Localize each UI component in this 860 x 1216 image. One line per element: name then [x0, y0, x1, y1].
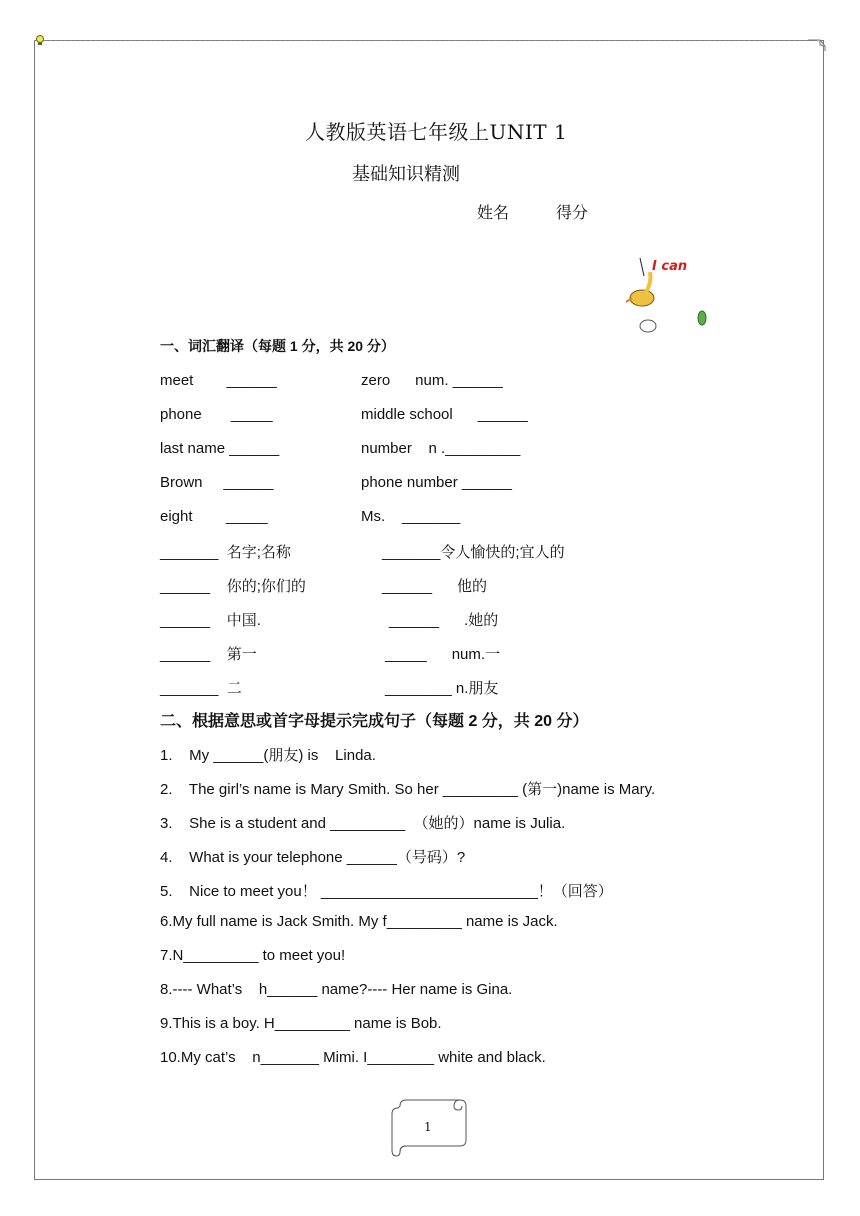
vocab-left-1: meet ______ [160, 372, 277, 389]
vocab-right-8: ______ .她的 [389, 612, 499, 629]
score-label: 得分 [556, 205, 589, 222]
vocab-right-10: ________ n.朋友 [385, 680, 499, 697]
question-3: 3. She is a student and _________ （她的）name is Julia. [160, 815, 566, 832]
vocab-right-9: _____ num.一 [385, 646, 501, 663]
svg-text:I can: I can [652, 259, 688, 274]
vocab-right-2: middle school ______ [361, 406, 528, 423]
section2-heading: 二、根据意思或首字母提示完成句子（每题 2 分，共 20 分） [160, 713, 589, 730]
i-can-cartoon-logo [620, 252, 720, 342]
question-6: 6.My full name is Jack Smith. My f_________ name is Jack. [160, 913, 558, 930]
pin-icon [34, 34, 46, 46]
top-dashed-rule [34, 40, 816, 41]
vocab-left-4: Brown ______ [160, 474, 274, 491]
question-7: 7.N_________ to meet you! [160, 947, 346, 964]
vocab-left-8: ______ 中国. [160, 612, 261, 629]
section1-heading: 一、词汇翻译（每题 1 分，共 20 分） [160, 338, 395, 354]
document-subtitle: 基础知识精测 [352, 164, 460, 185]
vocab-left-7: ______ 你的;你们的 [160, 578, 306, 595]
page-corner-fold-icon [808, 38, 826, 52]
vocab-right-4: phone number ______ [361, 474, 512, 491]
question-9: 9.This is a boy. H_________ name is Bob. [160, 1015, 442, 1032]
question-8: 8.---- What’s h______ name?---- Her name is Gina. [160, 981, 513, 998]
question-4: 4. What is your telephone ______（号码）? [160, 849, 466, 866]
vocab-left-5: eight _____ [160, 508, 268, 525]
vocab-right-6: _______令人愉快的;宜人的 [382, 544, 565, 561]
name-label: 姓名 [477, 205, 510, 222]
question-10: 10.My cat’s n_______ Mimi. I________ white and black. [160, 1049, 546, 1066]
vocab-left-9: ______ 第一 [160, 646, 257, 663]
question-5: 5. Nice to meet you！ __________________________！（回答） [160, 883, 613, 900]
vocab-right-5: Ms. _______ [361, 508, 461, 525]
question-2: 2. The girl’s name is Mary Smith. So her _________ (第一)name is Mary. [160, 781, 656, 798]
document-title: 人教版英语七年级上UNIT 1 [305, 120, 568, 144]
vocab-right-3: number n ._________ [361, 440, 521, 457]
vocab-right-7: ______ 他的 [382, 578, 488, 595]
page-number: 1 [424, 1120, 432, 1134]
vocab-left-6: _______ 名字;名称 [160, 544, 291, 561]
vocab-left-2: phone _____ [160, 406, 273, 423]
vocab-left-3: last name ______ [160, 440, 280, 457]
vocab-right-1: zero num. ______ [361, 372, 503, 389]
question-1: 1. My ______(朋友) is Linda. [160, 747, 376, 764]
vocab-left-10: _______ 二 [160, 680, 242, 697]
